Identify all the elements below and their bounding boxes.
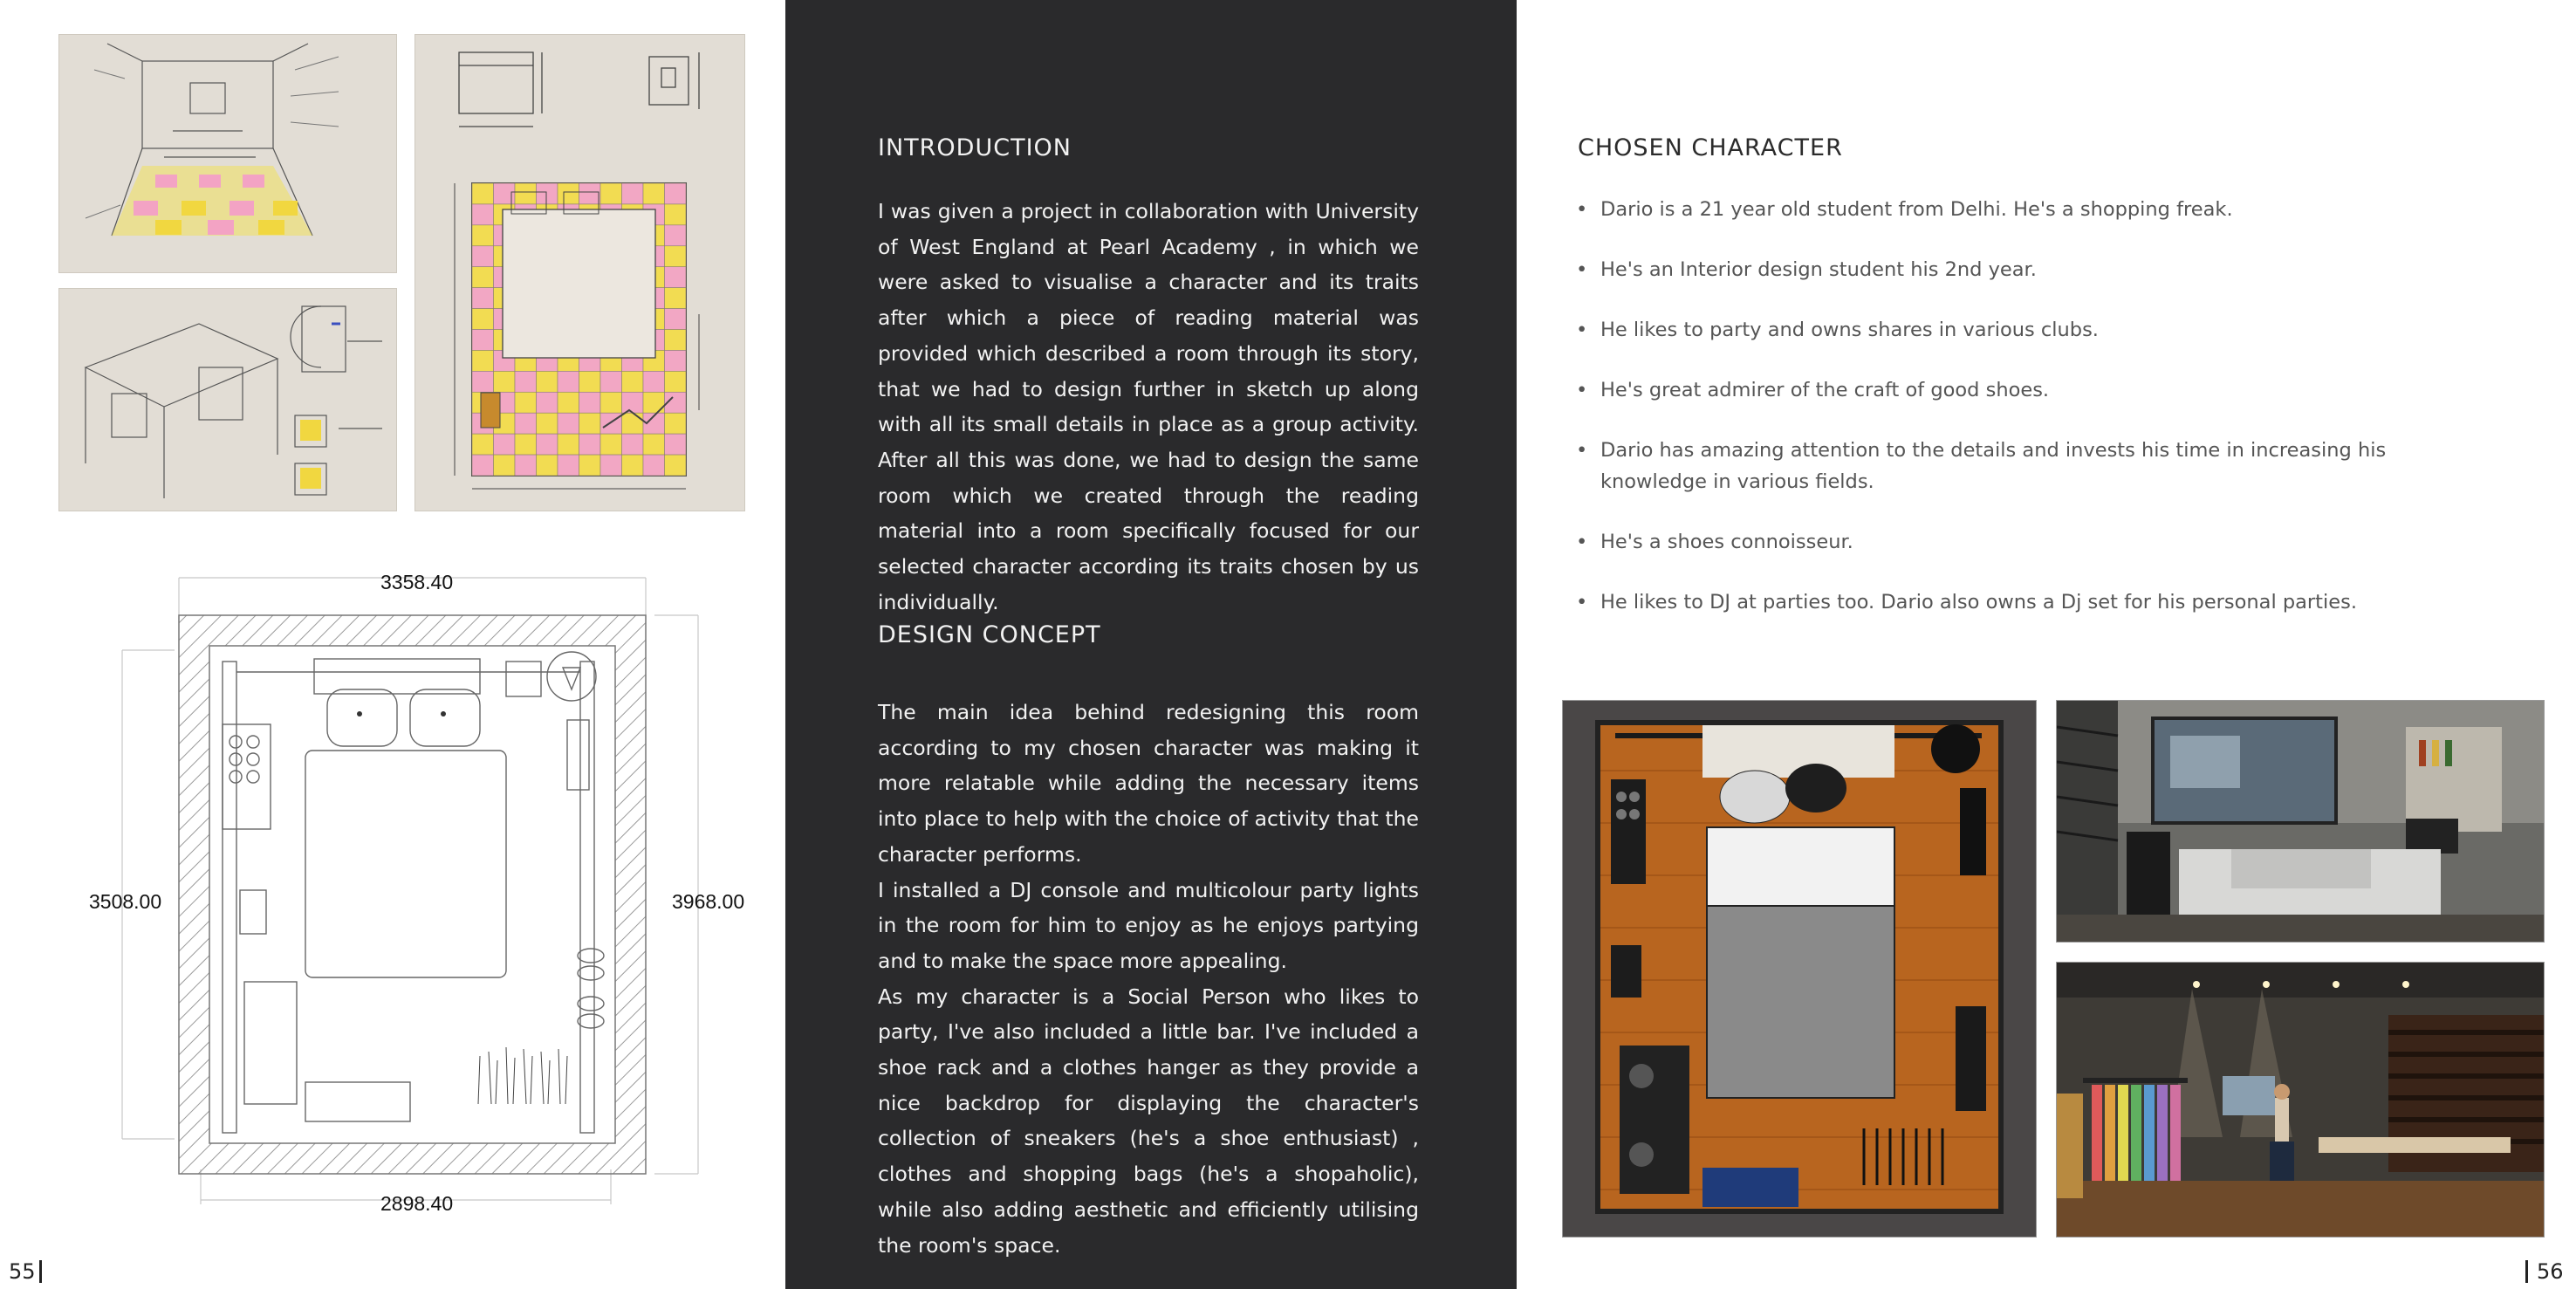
floor-tile — [537, 392, 558, 413]
dimension-right: 3968.00 — [672, 890, 745, 913]
chosen-character-heading: CHOSEN CHARACTER — [1578, 134, 1843, 161]
floor-tile — [665, 309, 687, 330]
floor-tile — [472, 350, 494, 371]
design-concept-paragraph-2: I installed a DJ console and multicolour party lights in the room for him to enjoy as he enjoys partying and to make the space more appealing. — [878, 877, 1419, 973]
render-wardrobe-view — [2056, 962, 2545, 1238]
floor-tile — [665, 183, 687, 204]
trait-item: • He's great admirer of the craft of good shoes. — [1576, 374, 2475, 406]
floor-tile — [537, 434, 558, 455]
trait-item: • Dario is a 21 year old student from Delhi. He's a shopping freak. — [1576, 194, 2475, 225]
page-number-right-bar — [2525, 1260, 2528, 1283]
floor-tile — [472, 225, 494, 246]
page-number-left-bar — [39, 1260, 42, 1283]
render-wardrobe-view-drawing — [2057, 963, 2544, 1237]
introduction-body: I was given a project in collaboration with University of West England at Pearl Academy , in which we were asked to visualise a character and its traits after which a piece of reading material was provided which described a room through its story, that we had to design further in sketch up along with all its small details in place as a group activity. After all this was done, we had to design the same room which we created through the reading material into a room specifically focused for our selected character according its traits chosen by us individually. — [878, 199, 1419, 614]
sketch-room-perspective — [58, 34, 397, 273]
floor-tile — [622, 183, 644, 204]
floor-tile — [665, 371, 687, 392]
sketch-isometric-drawing — [59, 289, 396, 511]
floor-tile — [472, 434, 494, 455]
floor-tile — [665, 204, 687, 225]
floor-tile — [643, 183, 665, 204]
floor-tile — [494, 455, 516, 476]
floor-tile — [537, 183, 558, 204]
floor-tile — [472, 330, 494, 351]
floor-tile — [515, 392, 537, 413]
floor-tile — [472, 288, 494, 309]
floor-tile — [600, 455, 622, 476]
floor-tile — [600, 413, 622, 434]
render-bedroom-view — [2056, 700, 2545, 943]
floor-tile — [472, 309, 494, 330]
floor-tile — [600, 434, 622, 455]
floor-tile — [643, 371, 665, 392]
floor-tile — [579, 183, 601, 204]
dimension-top: 3358.40 — [380, 571, 454, 593]
floor-tile — [472, 183, 494, 204]
trait-item: • He's an Interior design student his 2nd year. — [1576, 254, 2475, 285]
floor-tile — [472, 455, 494, 476]
floor-tile — [515, 434, 537, 455]
floor-tile — [515, 371, 537, 392]
floor-tile — [665, 225, 687, 246]
floor-tile — [558, 371, 579, 392]
floor-tile — [472, 204, 494, 225]
floor-tile — [622, 392, 644, 413]
floor-tile — [665, 455, 687, 476]
design-concept-body — [878, 695, 1419, 1263]
floor-tile — [622, 413, 644, 434]
floor-plan-svg — [87, 559, 750, 1222]
sketch-isometric — [58, 288, 397, 511]
floor-tile — [558, 413, 579, 434]
floor-tile — [665, 267, 687, 288]
page-number-right — [2525, 1259, 2564, 1284]
render-bedroom-view-drawing — [2057, 701, 2544, 942]
floor-tile — [537, 455, 558, 476]
design-concept-paragraph-3: As my character is a Social Person who likes to party, I've also included a little bar. I've included a shoe rack and a clothes hanger as they provide a nice backdrop for displaying the character's collection of sneakers (he's a shoe enthusiast) , clothes and shopping bags (he's a shopaholic), while also adding aesthetic and efficiently utilising the room's space. — [878, 984, 1419, 1258]
floor-tile — [665, 434, 687, 455]
floor-tile — [579, 434, 601, 455]
floor-tile — [515, 183, 537, 204]
floor-tile — [494, 434, 516, 455]
floor-tile — [600, 183, 622, 204]
dimension-bottom: 2898.40 — [380, 1192, 454, 1215]
trait-item: • He likes to party and owns shares in various clubs. — [1576, 314, 2475, 346]
render-top-view-plan-drawing — [1563, 701, 2036, 1237]
floor-tile — [665, 350, 687, 371]
page-number-left-text: 55 — [9, 1259, 36, 1284]
floor-tile — [579, 413, 601, 434]
page-number-right-text: 56 — [2537, 1259, 2564, 1284]
floor-tile — [622, 371, 644, 392]
floor-tile — [558, 434, 579, 455]
floor-tile — [665, 288, 687, 309]
floor-tile — [472, 267, 494, 288]
floor-tile — [622, 434, 644, 455]
floor-tile — [579, 371, 601, 392]
floor-tile — [579, 392, 601, 413]
design-concept-paragraph-1: The main idea behind redesigning this room according to my chosen character was making it more relatable while adding the necessary items into place to help with the choice of activity that the character performs. — [878, 700, 1419, 867]
floor-tile — [515, 455, 537, 476]
character-traits-list — [1576, 194, 2475, 647]
floor-tile — [558, 455, 579, 476]
floor-tile — [665, 330, 687, 351]
floor-tile — [537, 413, 558, 434]
page-number-left — [9, 1259, 42, 1284]
floor-tile — [600, 392, 622, 413]
floor-tile — [472, 371, 494, 392]
floor-tile — [622, 455, 644, 476]
render-top-view-plan — [1562, 700, 2037, 1238]
floor-tile — [643, 455, 665, 476]
floor-tile — [643, 392, 665, 413]
floor-tile — [494, 371, 516, 392]
floor-tile — [579, 455, 601, 476]
floor-tile — [665, 246, 687, 267]
floor-tile — [600, 371, 622, 392]
dimension-left: 3508.00 — [89, 890, 162, 913]
floor-plan-drawing — [87, 559, 750, 1222]
floor-tile — [537, 371, 558, 392]
trait-item: • Dario has amazing attention to the details and invests his time in increasing his knowledge in various fields. — [1576, 435, 2475, 497]
introduction-heading: INTRODUCTION — [878, 134, 1072, 161]
trait-item: • He's a shoes connoisseur. — [1576, 526, 2475, 558]
sketch-room-perspective-drawing — [59, 35, 396, 272]
floor-tile — [643, 434, 665, 455]
design-concept-heading: DESIGN CONCEPT — [878, 621, 1101, 648]
floor-tile — [665, 413, 687, 434]
floor-tile — [558, 392, 579, 413]
floor-tile — [472, 246, 494, 267]
floor-tile — [558, 183, 579, 204]
sketch-floor-plan-colored-drawing — [415, 35, 744, 511]
trait-item: • He likes to DJ at parties too. Dario also owns a Dj set for his personal parties. — [1576, 586, 2475, 618]
sketch-floor-plan-colored — [414, 34, 745, 511]
floor-tile — [515, 413, 537, 434]
